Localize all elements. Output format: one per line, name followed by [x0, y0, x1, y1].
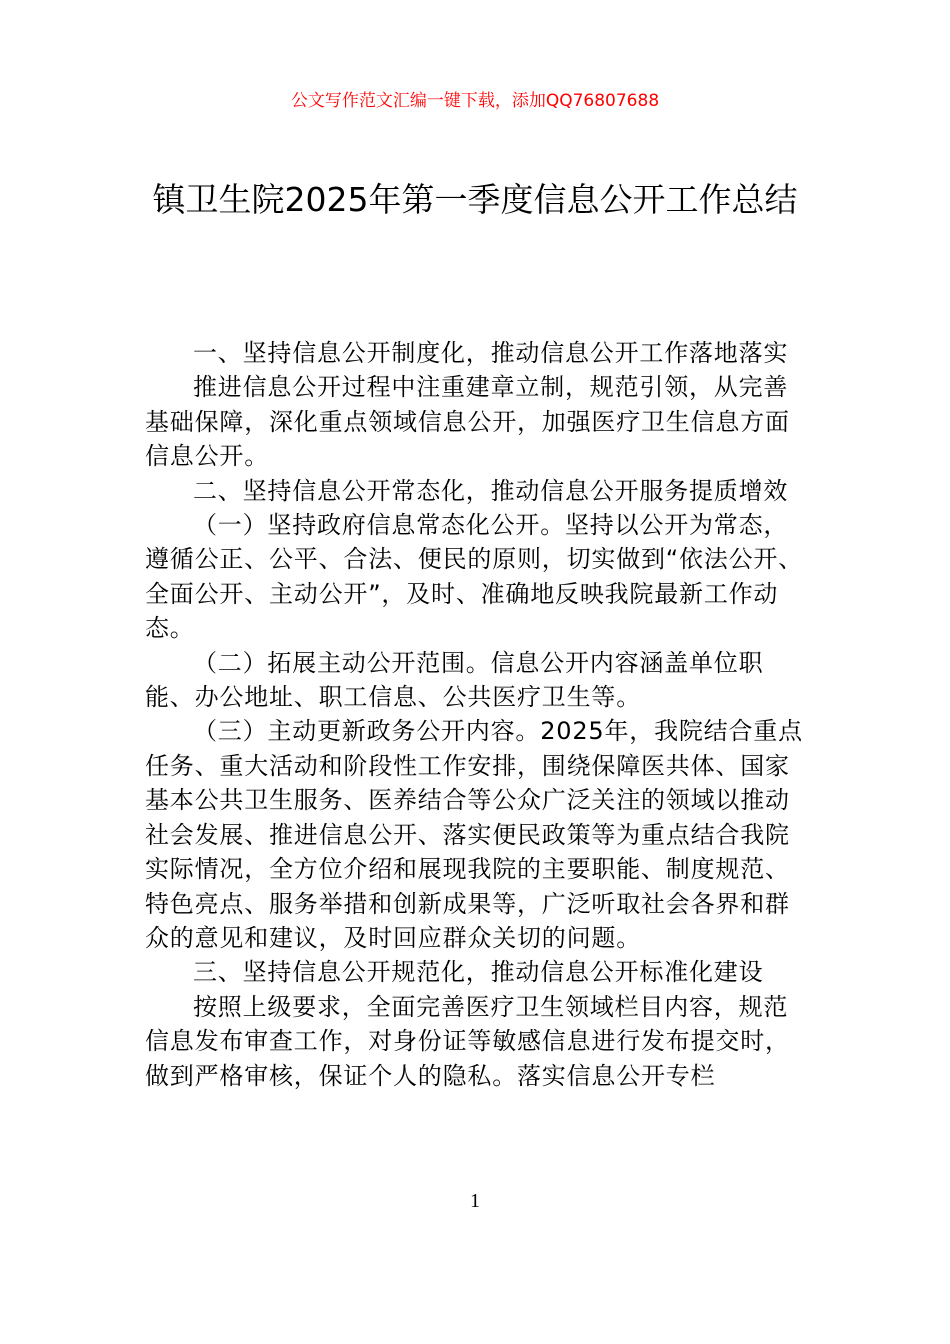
paragraph: （三）主动更新政务公开内容。2025年，我院结合重点任务、重大活动和阶段性工作安排，围绕保障医共体、国家基本公共卫生服务、医养结合等公众广泛关注的领域以推动社会发展、推进信息公开、落实便民政策等为重点结合我院实际情况，全方位介绍和展现我院的主要职能、制度规范、特色亮点、服务举措和创新成果等，广泛听取社会各界和群众的意见和建议，及时回应群众关切的问题。 — [145, 717, 803, 952]
paragraph: （二）拓展主动公开范围。信息公开内容涵盖单位职能、办公地址、职工信息、公共医疗卫生等。 — [145, 648, 764, 712]
paragraph: （一）坚持政府信息常态化公开。坚持以公开为常态，遵循公正、公平、合法、便民的原则，切实做到“依法公开、全面公开、主动公开”，及时、准确地反映我院最新工作动态。 — [145, 511, 804, 643]
document-title: 镇卫生院2025年第一季度信息公开工作总结 — [152, 180, 798, 219]
section-heading: 三、坚持信息公开规范化，推动信息公开标准化建设 — [193, 958, 764, 987]
section-heading: 二、坚持信息公开常态化，推动信息公开服务提质增效 — [193, 476, 789, 505]
document-body — [145, 336, 811, 1093]
paragraph: 按照上级要求，全面完善医疗卫生领域栏目内容，规范信息发布审查工作，对身份证等敏感信息进行发布提交时，做到严格审核，保证个人的隐私。落实信息公开专栏 — [145, 992, 790, 1090]
section-heading: 一、坚持信息公开制度化，推动信息公开工作落地落实 — [193, 339, 789, 367]
paragraph: 推进信息公开过程中注重建章立制，规范引领，从完善基础保障，深化重点领域信息公开，加强医疗卫生信息方面信息公开。 — [145, 373, 790, 471]
header-note: 公文写作范文汇编一键下载，添加QQ76807688 — [290, 91, 660, 111]
page-number: 1 — [470, 1190, 480, 1212]
